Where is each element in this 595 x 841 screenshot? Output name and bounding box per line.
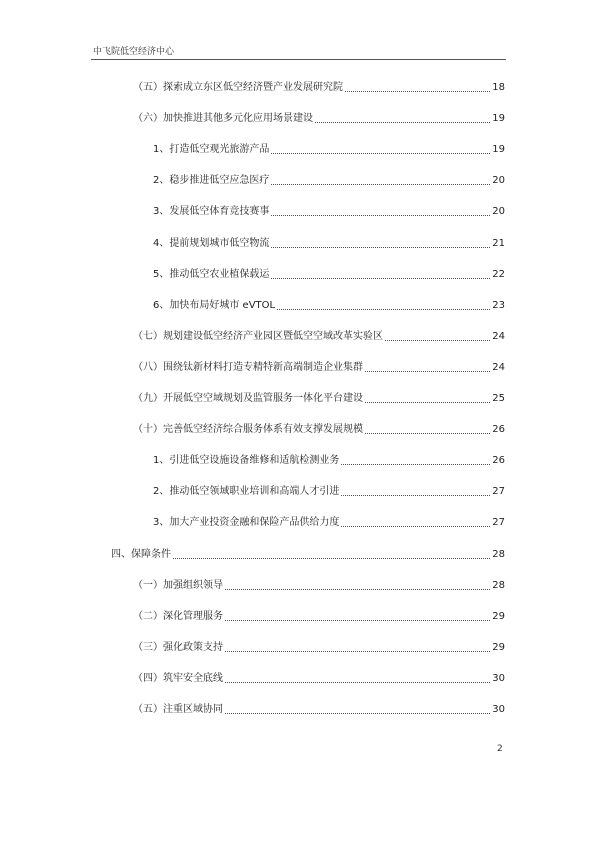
toc-entry[interactable]	[153, 238, 505, 250]
toc-entry-title: 3、发展低空体育竞技赛事	[153, 206, 270, 218]
toc-dot-leader	[365, 433, 490, 434]
toc-dot-leader	[341, 526, 490, 527]
toc-entry[interactable]	[133, 113, 505, 125]
toc-dot-leader	[225, 682, 490, 683]
toc-dot-leader	[385, 340, 490, 341]
toc-entry-title: （七）规划建设低空经济产业园区暨低空空域改革实验区	[133, 330, 383, 342]
toc-entry-title: （五）探索成立东区低空经济暨产业发展研究院	[133, 82, 343, 93]
running-header: 中飞院低空经济中心	[93, 47, 175, 57]
toc-entry[interactable]	[133, 673, 505, 685]
toc-entry-page: 28	[492, 548, 505, 560]
toc-dot-leader	[341, 495, 490, 496]
toc-entry[interactable]	[133, 82, 505, 94]
toc-entry-title: （九）开展低空空域规划及监管服务一体化平台建设	[133, 393, 363, 404]
toc-entry[interactable]	[133, 704, 505, 716]
toc-dot-leader	[315, 122, 490, 123]
toc-entry-title: （八）围绕钛新材料打造专精特新高端制造企业集群	[133, 361, 363, 373]
toc-dot-leader	[225, 651, 490, 652]
toc-entry-title: 1、打造低空观光旅游产品	[153, 144, 270, 156]
toc-entry-title: （一）加强组织领导	[133, 579, 223, 591]
toc-entry-page: 30	[492, 672, 505, 684]
toc-entry-page: 20	[492, 175, 505, 187]
toc-entry-page: 29	[492, 610, 505, 622]
toc-entry-page: 24	[492, 361, 505, 373]
toc-entry-page: 26	[492, 424, 505, 436]
toc-dot-leader	[271, 278, 490, 279]
header-rule	[91, 59, 506, 60]
toc-dot-leader	[365, 402, 490, 403]
toc-entry[interactable]	[133, 424, 505, 436]
toc-entry-page: 24	[492, 330, 505, 342]
toc-entry-page: 18	[492, 82, 505, 93]
toc-entry-title: （五）注重区域协同	[133, 704, 223, 715]
toc-entry-title: 2、稳步推进低空应急医疗	[153, 175, 270, 187]
toc-entry-page: 20	[492, 206, 505, 218]
toc-entry[interactable]	[153, 206, 505, 218]
toc-entry[interactable]	[153, 455, 505, 467]
toc-entry[interactable]	[133, 393, 505, 405]
toc-entry[interactable]	[153, 300, 505, 312]
toc-entry-title: （十）完善低空经济综合服务体系有效支撑发展规模	[133, 424, 363, 436]
toc-dot-leader	[271, 215, 490, 216]
toc-entry[interactable]	[153, 269, 505, 281]
toc-entry-title: （四）筑牢安全底线	[133, 672, 223, 684]
toc-entry-page: 25	[492, 393, 505, 404]
page-number: 2	[497, 744, 503, 754]
toc-entry[interactable]	[133, 331, 505, 343]
toc-entry-title: 1、引进低空设施设备维修和适航检测业务	[153, 455, 340, 467]
toc-entry[interactable]	[153, 144, 505, 156]
toc-dot-leader	[345, 91, 490, 92]
toc-entry-page: 19	[492, 113, 505, 125]
toc-entry-page: 29	[492, 641, 505, 653]
toc-entry-title: 四、保障条件	[111, 548, 171, 560]
toc-entry-page: 22	[492, 268, 505, 280]
toc-entry[interactable]	[111, 549, 505, 561]
toc-entry-title: 3、加大产业投资金融和保险产品供给力度	[153, 517, 340, 529]
toc-entry[interactable]	[153, 517, 505, 529]
toc-dot-leader	[271, 153, 490, 154]
toc-dot-leader	[173, 558, 490, 559]
toc-entry[interactable]	[133, 611, 505, 623]
toc-entry[interactable]	[133, 362, 505, 374]
toc-dot-leader	[225, 620, 490, 621]
toc-entry-title: 5、推动低空农业植保载运	[153, 268, 270, 280]
toc-entry[interactable]	[153, 175, 505, 187]
toc-entry-title: 2、推动低空领域职业培训和高端人才引进	[153, 486, 340, 498]
toc-entry-page: 27	[492, 517, 505, 529]
toc-entry-page: 27	[492, 486, 505, 498]
toc-entry[interactable]	[133, 580, 505, 592]
toc-entry-title: （三）强化政策支持	[133, 641, 223, 653]
toc-entry-title: 6、加快布局好城市 eVTOL	[153, 299, 276, 311]
toc-entry[interactable]	[133, 642, 505, 654]
toc-entry-title: 4、提前规划城市低空物流	[153, 237, 270, 249]
toc-dot-leader	[271, 247, 490, 248]
toc-entry-page: 28	[492, 579, 505, 591]
toc-entry-page: 30	[492, 704, 505, 715]
toc-dot-leader	[341, 464, 490, 465]
toc-dot-leader	[277, 309, 490, 310]
toc-entry-page: 26	[492, 455, 505, 467]
toc-entry-page: 19	[492, 144, 505, 156]
toc-dot-leader	[225, 713, 490, 714]
toc-entry-title: （二）深化管理服务	[133, 610, 223, 622]
toc-entry-page: 23	[492, 299, 505, 311]
toc-entry[interactable]	[153, 486, 505, 498]
toc-dot-leader	[271, 184, 490, 185]
toc-entry-page: 21	[492, 237, 505, 249]
toc-entry-title: （六）加快推进其他多元化应用场景建设	[133, 113, 313, 125]
toc-dot-leader	[365, 371, 490, 372]
toc-dot-leader	[225, 589, 490, 590]
